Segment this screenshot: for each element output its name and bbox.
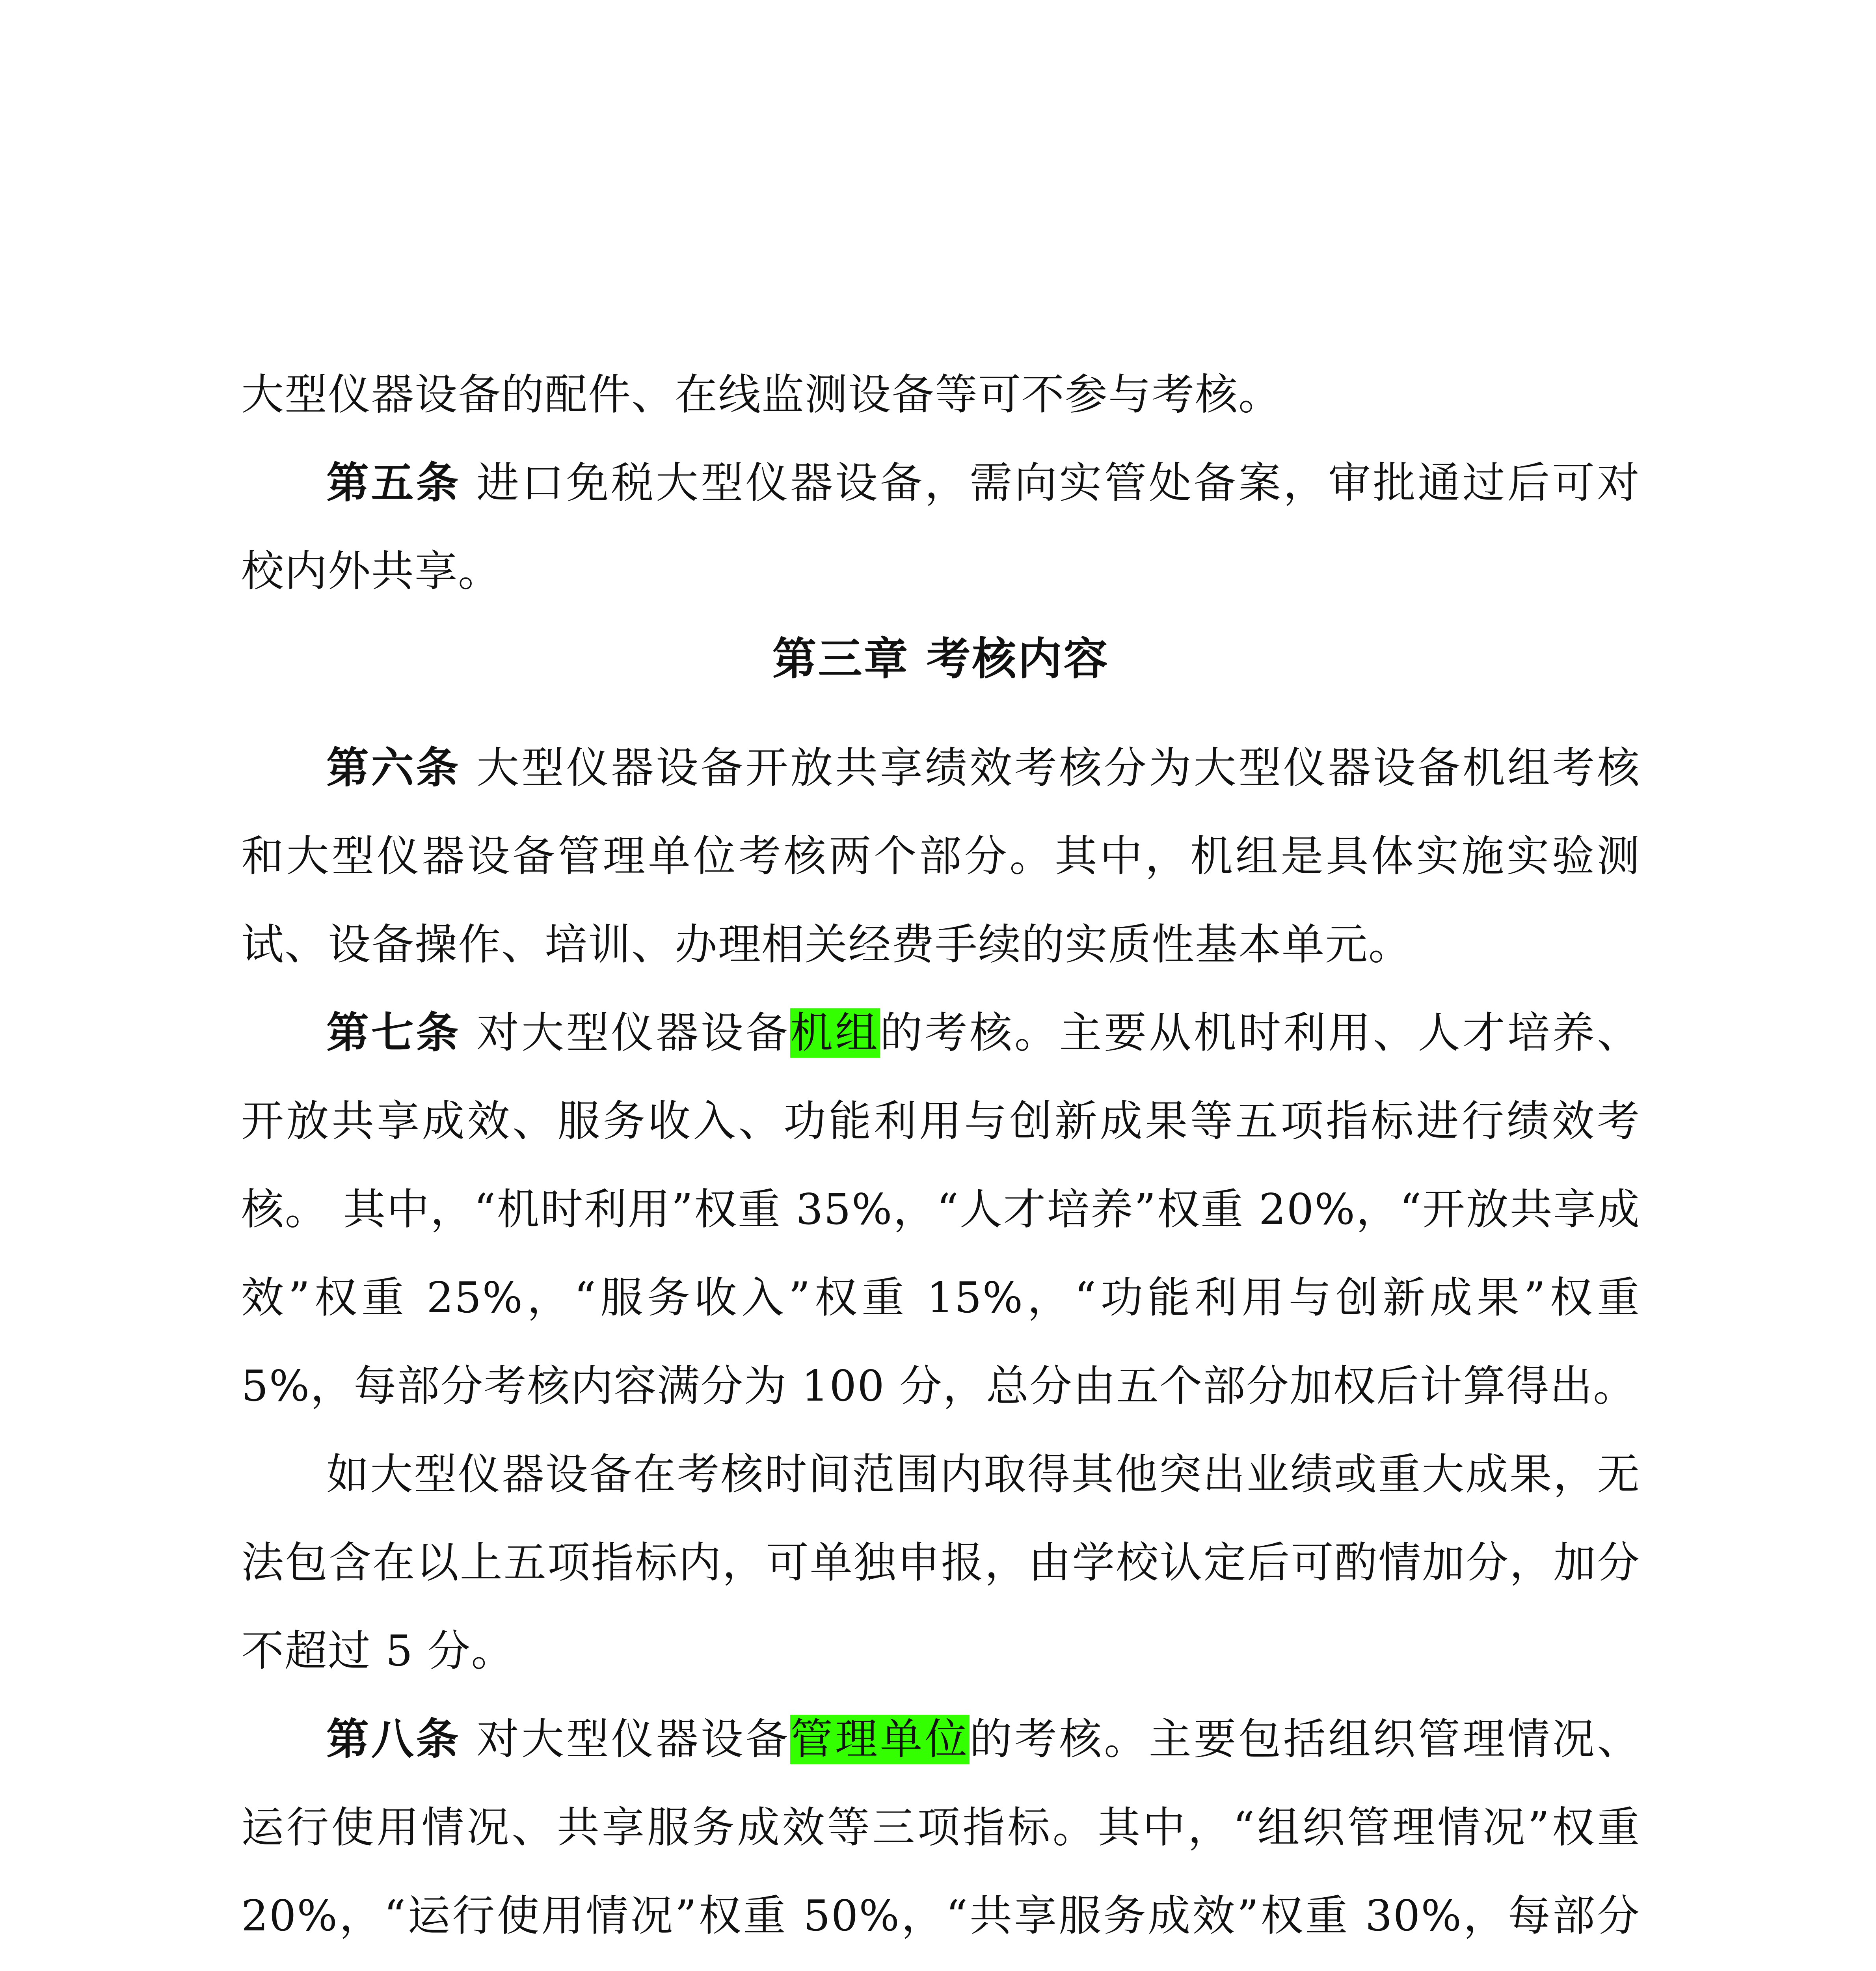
article-7-text-before: 对大型仪器设备 bbox=[461, 1008, 791, 1058]
top-text-block bbox=[241, 351, 1640, 616]
continuation-text: 大型仪器设备的配件、在线监测设备等可不参与考核。 bbox=[241, 370, 1282, 419]
article-5-label: 第五条 bbox=[326, 458, 461, 508]
article-8-label: 第八条 bbox=[326, 1715, 461, 1764]
article-6-paragraph bbox=[241, 724, 1640, 989]
article-8-text-after: 的考核。主要包括组织管理情况、运行使用情况、共享服务成效等三项指标。其中，“组织管理情况”权重 20%，“运行使用情况”权重 50%，“共享服务成效”权重 30%，每部分 bbox=[241, 1715, 1640, 1941]
article-7-text-after: 的考核。主要从机时利用、人才培养、开放共享成效、服务收入、功能利用与创新成果等五项指标进行绩效考核。 其中，“机时利用”权重 35%，“人才培养”权重 20%，“开放共享成效”权重 25%，“服务收入”权重 15%，“功能利用与创新成果”权重 5%，每部分考核内容满分为 100 分，总分由五个部分加权后计算得出。 bbox=[241, 1008, 1640, 1411]
article-8-highlight: 管理单位 bbox=[790, 1715, 970, 1764]
article-6-text: 大型仪器设备开放共享绩效考核分为大型仪器设备机组考核和大型仪器设备管理单位考核两个部分。其中，机组是具体实施实验测试、设备操作、培训、办理相关经费手续的实质性基本单元。 bbox=[241, 743, 1640, 969]
article-7-label: 第七条 bbox=[326, 1008, 461, 1058]
article-5-text: 进口免税大型仪器设备，需向实管处备案，审批通过后可对校内外共享。 bbox=[241, 458, 1640, 596]
continuation-paragraph bbox=[241, 351, 1640, 439]
article-7-highlight: 机组 bbox=[790, 1008, 880, 1058]
article-6-label: 第六条 bbox=[326, 743, 461, 793]
chapter-title: 第三章 考核内容 bbox=[772, 633, 1109, 685]
bonus-paragraph bbox=[241, 1431, 1640, 1695]
article-8-text-before: 对大型仪器设备 bbox=[461, 1715, 791, 1764]
article-8-paragraph bbox=[241, 1695, 1640, 1971]
article-7-paragraph bbox=[241, 989, 1640, 1431]
article-5-paragraph bbox=[241, 439, 1640, 616]
bonus-text: 如大型仪器设备在考核时间范围内取得其他突出业绩或重大成果，无法包含在以上五项指标内，可单独申报，由学校认定后可酌情加分，加分不超过 5 分。 bbox=[241, 1450, 1640, 1676]
main-text-block bbox=[241, 724, 1640, 1971]
